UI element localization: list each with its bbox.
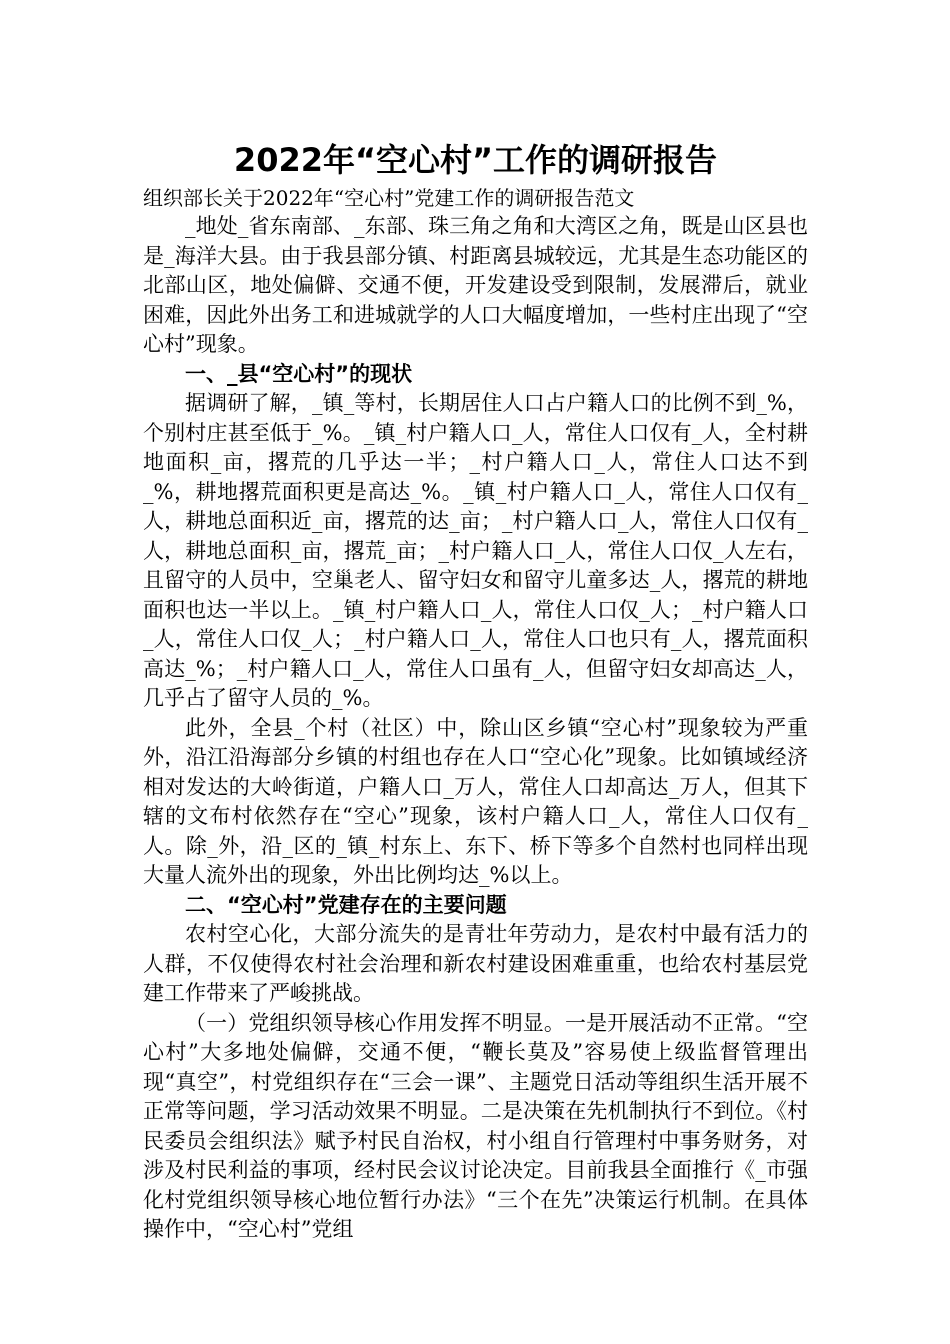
document-subtitle: 组织部长关于2022年“空心村”党建工作的调研报告范文 [143,186,635,210]
paragraph-problems-intro: 农村空心化，大部分流失的是青壮年劳动力，是农村中最有活力的人群，不仅使得农村社会治理和新农村建设困难重重，也给农村基层党建工作带来了严峻挑战。 [143,922,808,1005]
paragraph-intro: _地处_省东南部、_东部、珠三角之角和大湾区之角，既是山区县也是_海洋大县。由于我县部分镇、村距离县城较远，尤其是生态功能区的北部山区，地处偏僻、交通不便，开发建设受到限制，发展滞后，就业困难，因此外出务工和进城就学的人口大幅度增加，一些村庄出现了“空心村”现象。 [143,214,808,356]
document-title: 2022年“空心村”工作的调研报告 [233,141,718,179]
paragraph-problem-1: （一）党组织领导核心作用发挥不明显。一是开展活动不正常。“空心村”大多地处偏僻，交通不便，“鞭长莫及”容易使上级监督管理出现“真空”，村党组织存在“三会一课”、主题党日活动等组织生活开展不正常等问题，学习活动效果不明显。二是决策在先机制执行不到位。《村民委员会组织法》赋予村民自治权，村小组自行管理村中事务财务，对涉及村民利益的事项，经村民会议讨论决定。目前我县全面推行《_市强化村党组织领导核心地位暂行办法》“三个在先”决策运行机制。在具体操作中，“空心村”党组 [143,1010,808,1241]
document-page [143,140,808,1245]
section-heading-2: 二、“空心村”党建存在的主要问题 [185,892,507,917]
section-heading-1: 一、_县“空心村”的现状 [185,361,413,386]
paragraph-additional: 此外，全县_个村（社区）中，除山区乡镇“空心村”现象较为严重外，沿江沿海部分乡镇的村组也存在人口“空心化”现象。比如镇域经济相对发达的大岭街道，户籍人口_万人，常住人口却高达_万人，但其下辖的文布村依然存在“空心”现象，该村户籍人口_人，常住人口仅有_人。除_外，沿_区的_镇_村东上、东下、桥下等多个自然村也同样出现大量人流外出的现象，外出比例均达_%以上。 [143,715,808,887]
paragraph-status: 据调研了解，_镇_等村，长期居住人口占户籍人口的比例不到_%，个别村庄甚至低于_%。_镇_村户籍人口_人，常住人口仅有_人，全村耕地面积_亩，撂荒的几乎达一半；_村户籍人口_人，常住人口达不到_%，耕地撂荒面积更是高达_%。_镇_村户籍人口_人，常住人口仅有_人，耕地总面积近_亩，撂荒的达_亩；_村户籍人口_人，常住人口仅有_人，耕地总面积_亩，撂荒_亩；_村户籍人口_人，常住人口仅_人左右，且留守的人员中，空巢老人、留守妇女和留守儿童多达_人，撂荒的耕地面积也达一半以上。_镇_村户籍人口_人，常住人口仅_人；_村户籍人口_人，常住人口仅_人；_村户籍人口_人，常住人口也只有_人，撂荒面积高达_%；_村户籍人口_人，常住人口虽有_人，但留守妇女却高达_人，几乎占了留守人员的_%。 [143,391,808,710]
